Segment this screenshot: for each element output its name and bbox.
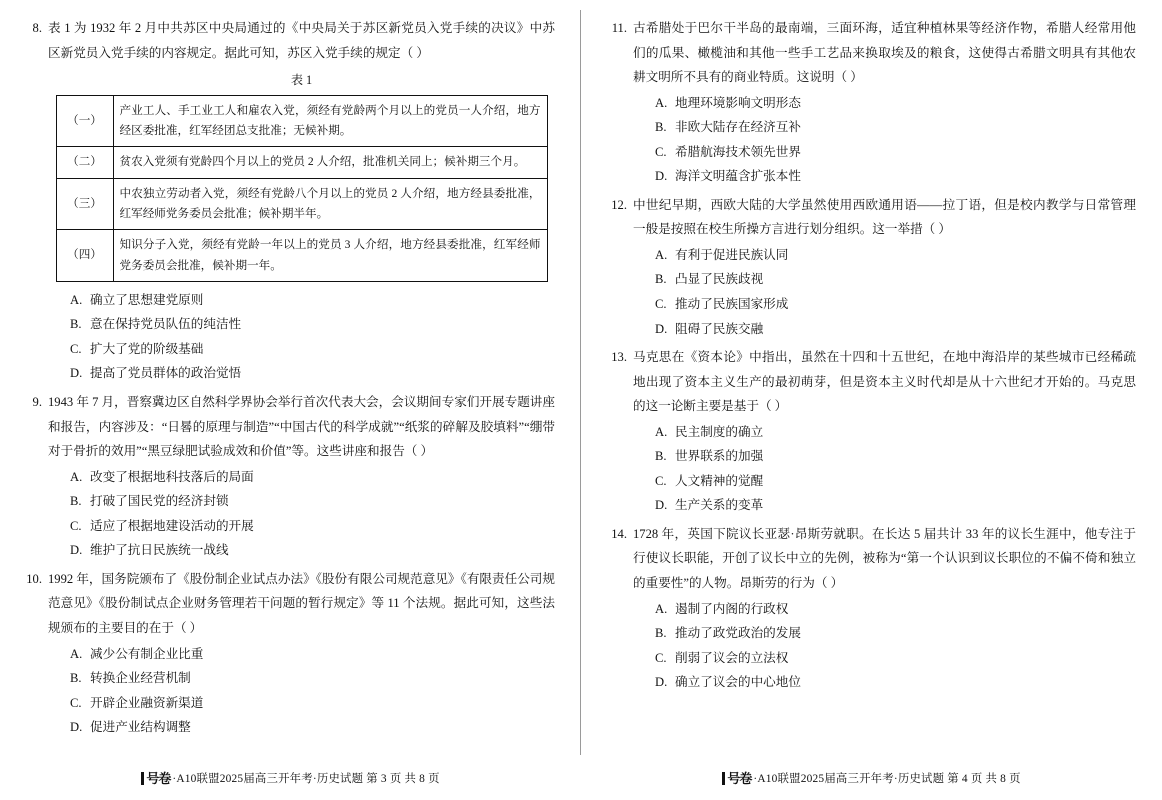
option-letter: B.	[70, 494, 82, 509]
option-text: 适应了根据地建设活动的开展	[90, 518, 254, 533]
brand-logo: 号卷	[722, 768, 751, 787]
option-text: 希腊航海技术领先世界	[675, 144, 801, 159]
options-list	[633, 91, 1136, 189]
option-letter: A.	[655, 601, 668, 616]
option-letter: C.	[655, 297, 667, 312]
option-b[interactable]	[633, 444, 1136, 469]
option-b[interactable]	[633, 267, 1136, 292]
option-text: 海洋文明蕴含扩张本性	[675, 169, 801, 184]
option-d[interactable]	[633, 670, 1136, 695]
option-d[interactable]	[48, 538, 555, 563]
question-10	[22, 567, 555, 740]
table-cell-text: 中农独立劳动者入党，须经有党龄八个月以上的党员 2 人介绍，地方经县委批准，红军经师党务委员会批准；候补期半年。	[113, 178, 547, 230]
option-letter: C.	[655, 473, 667, 488]
question-number: 14.	[611, 526, 627, 541]
question-stem: 中世纪早期，西欧大陆的大学虽然使用西欧通用语——拉丁语，但是校内教学与日常管理一般是按照在校生所操方言进行划分组织。这一举措（ ）	[633, 197, 1136, 237]
option-text: 阻碍了民族交融	[675, 321, 764, 336]
option-letter: B.	[655, 272, 667, 287]
option-a[interactable]	[633, 597, 1136, 622]
question-stem: 古希腊处于巴尔干半岛的最南端，三面环海，适宜种植林果等经济作物，希腊人经常用他们的瓜果、橄榄油和其他一些手工艺品来换取埃及的粮食，这使得古希腊文明具有其他农耕文明所不具有的商业特质。这说明（ ）	[633, 21, 1136, 85]
footer-right	[581, 767, 1162, 786]
table-cell-text: 产业工人、手工业工人和雇农入党，须经有党龄两个月以上的党员一人介绍，地方经区委批准，红军经团总支批准；无候补期。	[113, 95, 547, 147]
table-cell-index: （四）	[56, 230, 113, 282]
options-list	[48, 465, 555, 563]
option-text: 转换企业经营机制	[90, 671, 191, 686]
question-number: 11.	[611, 21, 627, 35]
options-list	[48, 288, 555, 386]
question-number: 10.	[26, 571, 42, 586]
question-number: 12.	[611, 197, 627, 212]
option-b[interactable]	[633, 115, 1136, 140]
table-cell-index: （一）	[56, 95, 113, 147]
option-text: 民主制度的确立	[675, 424, 764, 439]
option-letter: D.	[70, 720, 83, 735]
option-c[interactable]	[633, 646, 1136, 671]
question-stem: 1943 年 7 月，晋察冀边区自然科学界协会举行首次代表大会，会议期间专家们开展专题讲座和报告，内容涉及：“日晷的原理与制造”“中国古代的科学成就”“纸浆的碎解及胶填料”“绷带对于骨折的效用”“黑豆绿肥试验成效和价值”等。这些讲座和报告（ ）	[48, 395, 555, 459]
option-text: 提高了党员群体的政治觉悟	[90, 366, 242, 381]
option-letter: A.	[655, 95, 668, 110]
option-c[interactable]	[48, 337, 555, 362]
option-text: 地理环境影响文明形态	[675, 95, 801, 110]
table-row	[56, 178, 547, 230]
option-letter: A.	[655, 247, 668, 262]
table-row	[56, 147, 547, 178]
option-text: 促进产业结构调整	[90, 720, 191, 735]
table-cell-text: 知识分子入党，须经有党龄一年以上的党员 3 人介绍，地方经县委批准，红军经师党务委员会批准，候补期一年。	[113, 230, 547, 282]
option-text: 确立了思想建党原则	[90, 292, 204, 307]
option-text: 有利于促进民族认同	[675, 247, 789, 262]
option-text: 非欧大陆存在经济互补	[675, 120, 801, 135]
option-letter: C.	[70, 695, 82, 710]
option-b[interactable]	[48, 312, 555, 337]
question-9	[22, 390, 555, 563]
table-row	[56, 95, 547, 147]
option-a[interactable]	[633, 420, 1136, 445]
option-a[interactable]	[633, 243, 1136, 268]
brand-logo: 号卷	[141, 768, 170, 787]
option-text: 维护了抗日民族统一战线	[90, 543, 229, 558]
option-letter: A.	[70, 646, 83, 661]
option-d[interactable]	[48, 715, 555, 740]
question-number: 8.	[32, 21, 42, 35]
footer-text: ·A10联盟2025届高三开年考·历史试题 第 3 页 共 8 页	[172, 773, 440, 785]
option-text: 人文精神的觉醒	[675, 473, 764, 488]
option-text: 凸显了民族歧视	[675, 272, 764, 287]
option-text: 开辟企业融资新渠道	[90, 695, 204, 710]
option-text: 削弱了议会的立法权	[675, 650, 789, 665]
option-letter: B.	[70, 317, 82, 332]
option-c[interactable]	[633, 292, 1136, 317]
option-d[interactable]	[633, 164, 1136, 189]
option-letter: C.	[655, 650, 667, 665]
option-letter: D.	[655, 321, 668, 336]
option-text: 遏制了内阁的行政权	[675, 601, 789, 616]
option-a[interactable]	[633, 91, 1136, 116]
option-letter: A.	[70, 469, 83, 484]
question-number: 13.	[611, 350, 627, 365]
table-row	[56, 230, 547, 282]
footer-text: ·A10联盟2025届高三开年考·历史试题 第 4 页 共 8 页	[753, 773, 1021, 785]
options-list	[633, 243, 1136, 341]
option-b[interactable]	[48, 489, 555, 514]
option-a[interactable]	[48, 288, 555, 313]
table-cell-index: （三）	[56, 178, 113, 230]
option-letter: A.	[70, 292, 83, 307]
option-c[interactable]	[633, 469, 1136, 494]
question-13	[607, 345, 1136, 518]
option-letter: C.	[70, 518, 82, 533]
option-b[interactable]	[633, 621, 1136, 646]
option-c[interactable]	[633, 140, 1136, 165]
options-list	[48, 642, 555, 740]
question-12	[607, 193, 1136, 341]
options-list	[633, 420, 1136, 518]
option-c[interactable]	[48, 691, 555, 716]
footer-left	[0, 767, 581, 786]
option-d[interactable]	[48, 361, 555, 386]
option-d[interactable]	[633, 317, 1136, 342]
question-stem: 表 1 为 1932 年 2 月中共苏区中央局通过的《中央局关于苏区新党员入党手续的决议》中苏区新党员入党手续的内容规定。据此可知，苏区入党手续的规定（ ）	[48, 21, 555, 60]
option-text: 减少公有制企业比重	[90, 646, 204, 661]
option-letter: B.	[655, 449, 667, 464]
option-text: 改变了根据地科技落后的局面	[90, 469, 254, 484]
option-letter: A.	[655, 424, 668, 439]
option-text: 确立了议会的中心地位	[675, 675, 801, 690]
table-caption: 表 1	[290, 73, 313, 88]
option-text: 世界联系的加强	[675, 449, 764, 464]
option-letter: B.	[655, 626, 667, 641]
option-letter: D.	[655, 169, 668, 184]
option-letter: D.	[655, 498, 668, 513]
option-letter: C.	[655, 144, 667, 159]
option-letter: D.	[70, 543, 83, 558]
question-number: 9.	[32, 395, 42, 410]
option-text: 扩大了党的阶级基础	[90, 341, 204, 356]
question-stem: 1992 年，国务院颁布了《股份制企业试点办法》《股份有限公司规范意见》《有限责任公司规范意见》《股份制试点企业财务管理若干问题的暂行规定》等 11 个法规。据此可知，这些法规颁布的主要目的在于（ ）	[48, 571, 555, 635]
option-letter: D.	[655, 675, 668, 690]
option-text: 生产关系的变革	[675, 498, 764, 513]
option-text: 推动了政党政治的发展	[675, 626, 801, 641]
table-party-membership	[56, 95, 548, 282]
option-letter: B.	[655, 120, 667, 135]
question-14	[607, 522, 1136, 695]
question-stem: 1728 年，英国下院议长亚瑟·昂斯劳就职。在长达 5 届共计 33 年的议长生涯中，他专注于行使议长职能，开创了议长中立的先例，被称为“第一个认识到议长职位的不偏不倚和独立的重要性”的人物。昂斯劳的行为（ ）	[633, 526, 1136, 591]
question-11	[607, 16, 1136, 189]
option-text: 推动了民族国家形成	[675, 297, 789, 312]
option-b[interactable]	[48, 666, 555, 691]
option-d[interactable]	[633, 493, 1136, 518]
page-right	[581, 0, 1162, 800]
question-stem: 马克思在《资本论》中指出，虽然在十四和十五世纪，在地中海沿岸的某些城市已经稀疏地出现了资本主义生产的最初萌芽，但是资本主义时代却是从十六世纪才开始的。马克思的这一论断主要是基于（ ）	[633, 350, 1136, 414]
option-text: 打破了国民党的经济封锁	[90, 494, 229, 509]
option-c[interactable]	[48, 514, 555, 539]
options-list	[633, 597, 1136, 695]
option-letter: B.	[70, 671, 82, 686]
table-cell-index: （二）	[56, 147, 113, 178]
option-text: 意在保持党员队伍的纯洁性	[90, 317, 242, 332]
table-cell-text: 贫农入党须有党龄四个月以上的党员 2 人介绍，批准机关同上；候补期三个月。	[113, 147, 547, 178]
question-8	[22, 16, 555, 386]
option-letter: D.	[70, 366, 83, 381]
option-a[interactable]	[48, 642, 555, 667]
option-a[interactable]	[48, 465, 555, 490]
option-letter: C.	[70, 341, 82, 356]
